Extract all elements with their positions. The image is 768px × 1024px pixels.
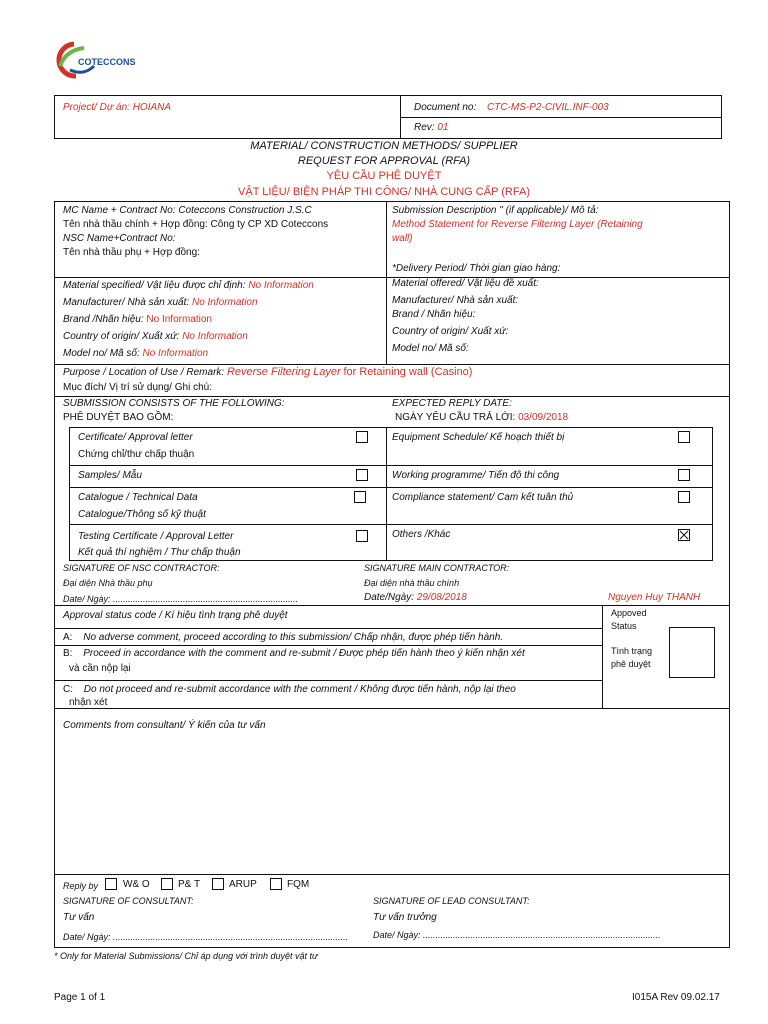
samples-checkbox[interactable] <box>356 469 368 481</box>
main-date-value: 29/08/2018 <box>416 592 467 603</box>
purpose-vi: Mục đích/ Vị trí sử dụng/ Ghi chú: <box>63 382 212 393</box>
mc-name: MC Name + Contract No: Coteccons Construction J.S.C <box>63 205 312 216</box>
main-date-label: Date/Ngày: <box>364 592 415 603</box>
reply-option-fqm: FQM <box>287 879 310 890</box>
model-label: Model no/ Mã số: <box>63 348 140 359</box>
consultant-date-dots: .............................................................................................. <box>113 932 349 942</box>
brand2-label: Brand / Nhãn hiệu: <box>392 309 476 320</box>
reply-date-value: 03/09/2018 <box>518 412 569 423</box>
project-value: HOIANA <box>132 102 172 113</box>
approval-a-code: A: <box>63 632 73 643</box>
reply-by-label: Reply by <box>63 881 99 891</box>
item-catalogue: Catalogue / Technical Data <box>78 492 198 503</box>
main-signatory-name: Nguyen Huy THANH <box>608 592 701 603</box>
others-checkbox-checked[interactable] <box>678 529 690 541</box>
title-line-3: YÊU CẦU PHÊ DUYỆT <box>326 170 442 182</box>
manufacturer2-label: Manufacturer/ Nhà sản xuất: <box>392 295 519 306</box>
certificate-checkbox[interactable] <box>356 431 368 443</box>
submission-value-line2: wall) <box>392 233 413 244</box>
material-specified-value: No Information <box>248 280 314 291</box>
approved-status-vi2: phê duyệt <box>611 659 651 669</box>
logo-text: COTECCONS <box>78 57 136 67</box>
approval-b-text2: và cần nộp lại <box>69 663 131 674</box>
submission-value-line1: Method Statement for Reverse Filtering Layer (Retaining <box>392 219 643 230</box>
purpose-label: Purpose / Location of Use / Remark: <box>63 367 225 378</box>
sig-nsc-label: SIGNATURE OF NSC CONTRACTOR: <box>63 563 220 573</box>
item-testing: Testing Certificate / Approval Letter <box>78 531 234 542</box>
approval-b-code: B: <box>63 648 73 659</box>
compliance-checkbox[interactable] <box>678 491 690 503</box>
submission-label: Submission Description " (if applicable)/ Mô tả: <box>392 205 599 216</box>
nsc-date-label: Date/ Ngày: <box>63 594 111 604</box>
purpose-value-tail: for Retaining wall (Casino) <box>343 366 473 378</box>
checkmark-x-icon <box>679 530 689 540</box>
nsc-name-vi: Tên nhà thầu phụ + Hợp đồng: <box>63 247 200 258</box>
country2-label: Country of origin/ Xuất xứ: <box>392 326 509 337</box>
reply-fqm-checkbox[interactable] <box>270 878 282 890</box>
sig-consultant-label: SIGNATURE OF CONSULTANT: <box>63 896 194 906</box>
comments-label: Comments from consultant/ Ý kiến của tư vấn <box>63 720 266 731</box>
item-certificate-vi: Chứng chỉ/thư chấp thuận <box>78 449 195 460</box>
manufacturer-label: Manufacturer/ Nhà sản xuất: <box>63 297 190 308</box>
approved-status-l1: Appoved <box>611 608 647 618</box>
sig-lead-label: SIGNATURE OF LEAD CONSULTANT: <box>373 896 530 906</box>
item-others: Others /Khác <box>392 529 451 540</box>
item-equipment: Equipment Schedule/ Kế hoạch thiết bị <box>392 432 565 443</box>
title-line-1: MATERIAL/ CONSTRUCTION METHODS/ SUPPLIER <box>250 140 518 152</box>
sig-main-vi: Đại diện nhà thầu chính <box>364 578 460 588</box>
model-value: No Information <box>142 348 209 359</box>
form-code: I015A Rev 09.02.17 <box>632 992 720 1003</box>
submission-consists-vi: PHÊ DUYỆT BAO GỒM: <box>63 412 174 423</box>
sig-nsc-vi: Đại diện Nhà thầu phụ <box>63 578 153 588</box>
brand-value: No Information <box>146 314 212 325</box>
nsc-name: NSC Name+Contract No: <box>63 233 176 244</box>
working-programme-checkbox[interactable] <box>678 469 690 481</box>
material-offered-label: Material offered/ Vật liệu đề xuất: <box>392 278 539 289</box>
document-label: Document no: <box>414 102 477 113</box>
sig-main-label: SIGNATURE MAIN CONTRACTOR: <box>364 563 510 573</box>
item-catalogue-vi: Catalogue/Thông số kỹ thuật <box>78 509 206 520</box>
country-value: No Information <box>182 331 248 342</box>
company-logo <box>54 40 164 80</box>
purpose-value: Reverse Filtering Layer <box>226 366 341 378</box>
lead-vi: Tư vấn trưởng <box>373 912 437 923</box>
equipment-checkbox[interactable] <box>678 431 690 443</box>
material-specified-label: Material specified/ Vật liệu được chỉ định: <box>63 280 246 291</box>
nsc-date-dots: .......................................................................... <box>113 594 299 604</box>
rev-label: Rev: <box>414 122 435 133</box>
lead-date-dots: ............................................................................................... <box>423 930 661 940</box>
reply-date-label: EXPECTED REPLY DATE: <box>392 398 512 409</box>
item-compliance: Compliance statement/ Cam kết tuân thủ <box>392 492 574 503</box>
reply-option-arup: ARUP <box>229 879 257 890</box>
approved-status-l2: Status <box>611 621 637 631</box>
manufacturer-value: No Information <box>191 297 258 308</box>
approved-status-box[interactable] <box>669 627 715 678</box>
approved-status-vi1: Tình trạng <box>611 646 653 656</box>
lead-date-label: Date/ Ngày: <box>373 930 421 940</box>
approval-c-text1: Do not proceed and re-submit accordance with the comment / Không được tiến hành, nộp lại theo <box>83 684 516 695</box>
reply-arup-checkbox[interactable] <box>212 878 224 890</box>
item-working-programme: Working programme/ Tiến độ thi công <box>392 470 560 481</box>
testing-checkbox[interactable] <box>356 530 368 542</box>
reply-pt-checkbox[interactable] <box>161 878 173 890</box>
rev-value: 01 <box>437 122 449 133</box>
title-line-2: REQUEST FOR APPROVAL (RFA) <box>297 155 471 167</box>
item-testing-vi: Kết quả thí nghiệm / Thư chấp thuận <box>78 547 241 558</box>
approval-c-text2: nhận xét <box>69 697 108 708</box>
item-certificate: Certificate/ Approval letter <box>78 432 193 443</box>
model2-label: Model no/ Mã số: <box>392 343 469 354</box>
country-label: Country of origin/ Xuất xứ: <box>63 331 180 342</box>
page-number: Page 1 of 1 <box>54 992 106 1003</box>
approval-a-text: No adverse comment, proceed according to this submission/ Chấp nhận, được phép tiến hành. <box>83 632 504 643</box>
mc-name-vi: Tên nhà thầu chính + Hợp đồng: Công ty CP XD Coteccons <box>63 219 329 230</box>
reply-wo-checkbox[interactable] <box>105 878 117 890</box>
submission-consists: SUBMISSION CONSISTS OF THE FOLLOWING: <box>63 398 285 409</box>
reply-option-wo: W& O <box>123 879 150 890</box>
footer-note: * Only for Material Submissions/ Chỉ áp dụng với trình duyệt vật tư <box>54 951 318 961</box>
item-samples: Samples/ Mẫu <box>78 470 142 481</box>
approval-b-text1: Proceed in accordance with the comment and re-submit / Được phép tiến hành theo ý kiến nhận xét <box>83 648 525 659</box>
brand-label: Brand /Nhãn hiệu: <box>63 314 144 325</box>
reply-option-pt: P& T <box>178 879 201 890</box>
delivery-period: *Delivery Period/ Thời gian giao hàng: <box>392 263 561 274</box>
consultant-date-label: Date/ Ngày: <box>63 932 111 942</box>
consultant-vi: Tư vấn <box>63 912 95 923</box>
title-line-4: VẬT LIỆU/ BIỆN PHÁP THI CÔNG/ NHÀ CUNG CẤP (RFA) <box>238 186 530 198</box>
document-value: CTC-MS-P2-CIVIL.INF-003 <box>487 102 609 113</box>
approval-c-code: C: <box>63 684 73 695</box>
catalogue-checkbox[interactable] <box>354 491 366 503</box>
approval-code-label: Approval status code / Kí hiệu tình trạng phê duyệt <box>63 610 288 621</box>
project-label: Project/ Dự án: <box>63 102 130 113</box>
reply-date-vi: NGÀY YÊU CẦU TRẢ LỜI: <box>395 412 516 423</box>
